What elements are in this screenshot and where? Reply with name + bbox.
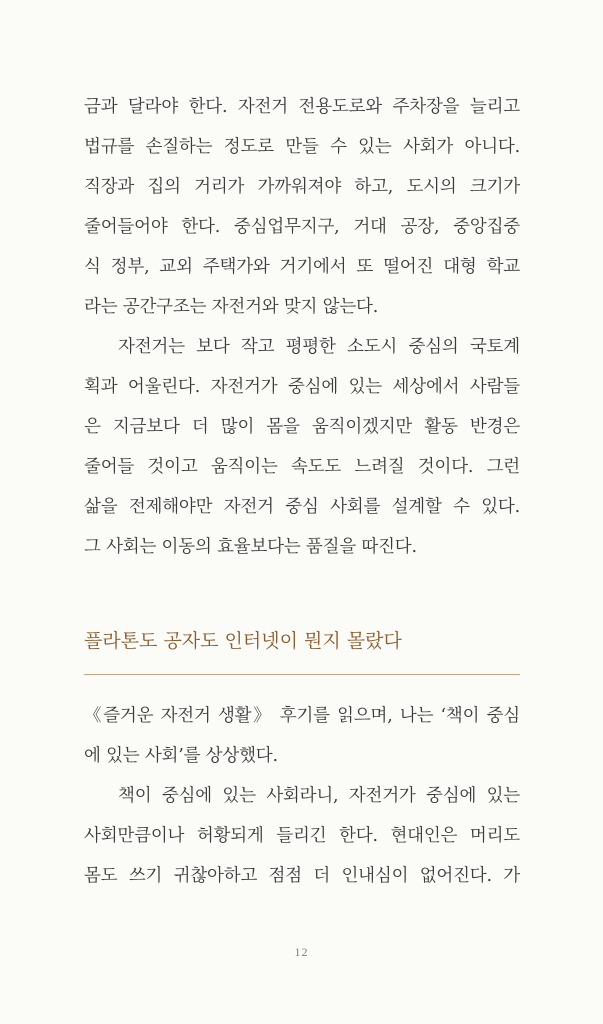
body-line: 자전거는 보다 작고 평평한 소도시 중심의 국토계 [118, 337, 520, 357]
body-line: 라는 공간구조는 자전거와 맞지 않는다. [84, 297, 379, 317]
body-line: 법규를 손질하는 정도로 만들 수 있는 사회가 아니다. [84, 137, 520, 157]
body-line: 은 지금보다 더 많이 몸을 움직이겠지만 활동 반경은 [84, 417, 520, 437]
section-heading: 플라톤도 공자도 인터넷이 뭔지 몰랐다 [84, 630, 402, 652]
body-line: 책이 중심에 있는 사회라니, 자전거가 중심에 있는 [118, 786, 520, 806]
body-line: 금과 달라야 한다. 자전거 전용도로와 주차장을 늘리고 [84, 97, 520, 117]
body-line: 직장과 집의 거리가 가까워져야 하고, 도시의 크기가 [84, 177, 520, 197]
body-line: 줄어들 것이고 움직이는 속도도 느려질 것이다. 그런 [84, 457, 520, 477]
heading-divider [84, 674, 520, 675]
body-line: 획과 어울린다. 자전거가 중심에 있는 세상에서 사람들 [84, 377, 520, 397]
body-line: 사회만큼이나 허황되게 들리긴 한다. 현대인은 머리도 [84, 826, 520, 846]
body-line: 삶을 전제해야만 자전거 중심 사회를 설계할 수 있다. [84, 497, 520, 517]
body-line: 줄어들어야 한다. 중심업무지구, 거대 공장, 중앙집중 [84, 217, 520, 237]
body-line: 식 정부, 교외 주택가와 거기에서 또 떨어진 대형 학교 [84, 257, 520, 277]
body-line: 《즐거운 자전거 생활》 후기를 읽으며, 나는 ‘책이 중심 [84, 706, 520, 726]
body-line: 몸도 쓰기 귀찮아하고 점점 더 인내심이 없어진다. 가 [84, 866, 520, 886]
page-number: 12 [294, 945, 309, 959]
body-line: 에 있는 사회’를 상상했다. [84, 746, 278, 766]
body-line: 그 사회는 이동의 효율보다는 품질을 따진다. [84, 537, 417, 557]
